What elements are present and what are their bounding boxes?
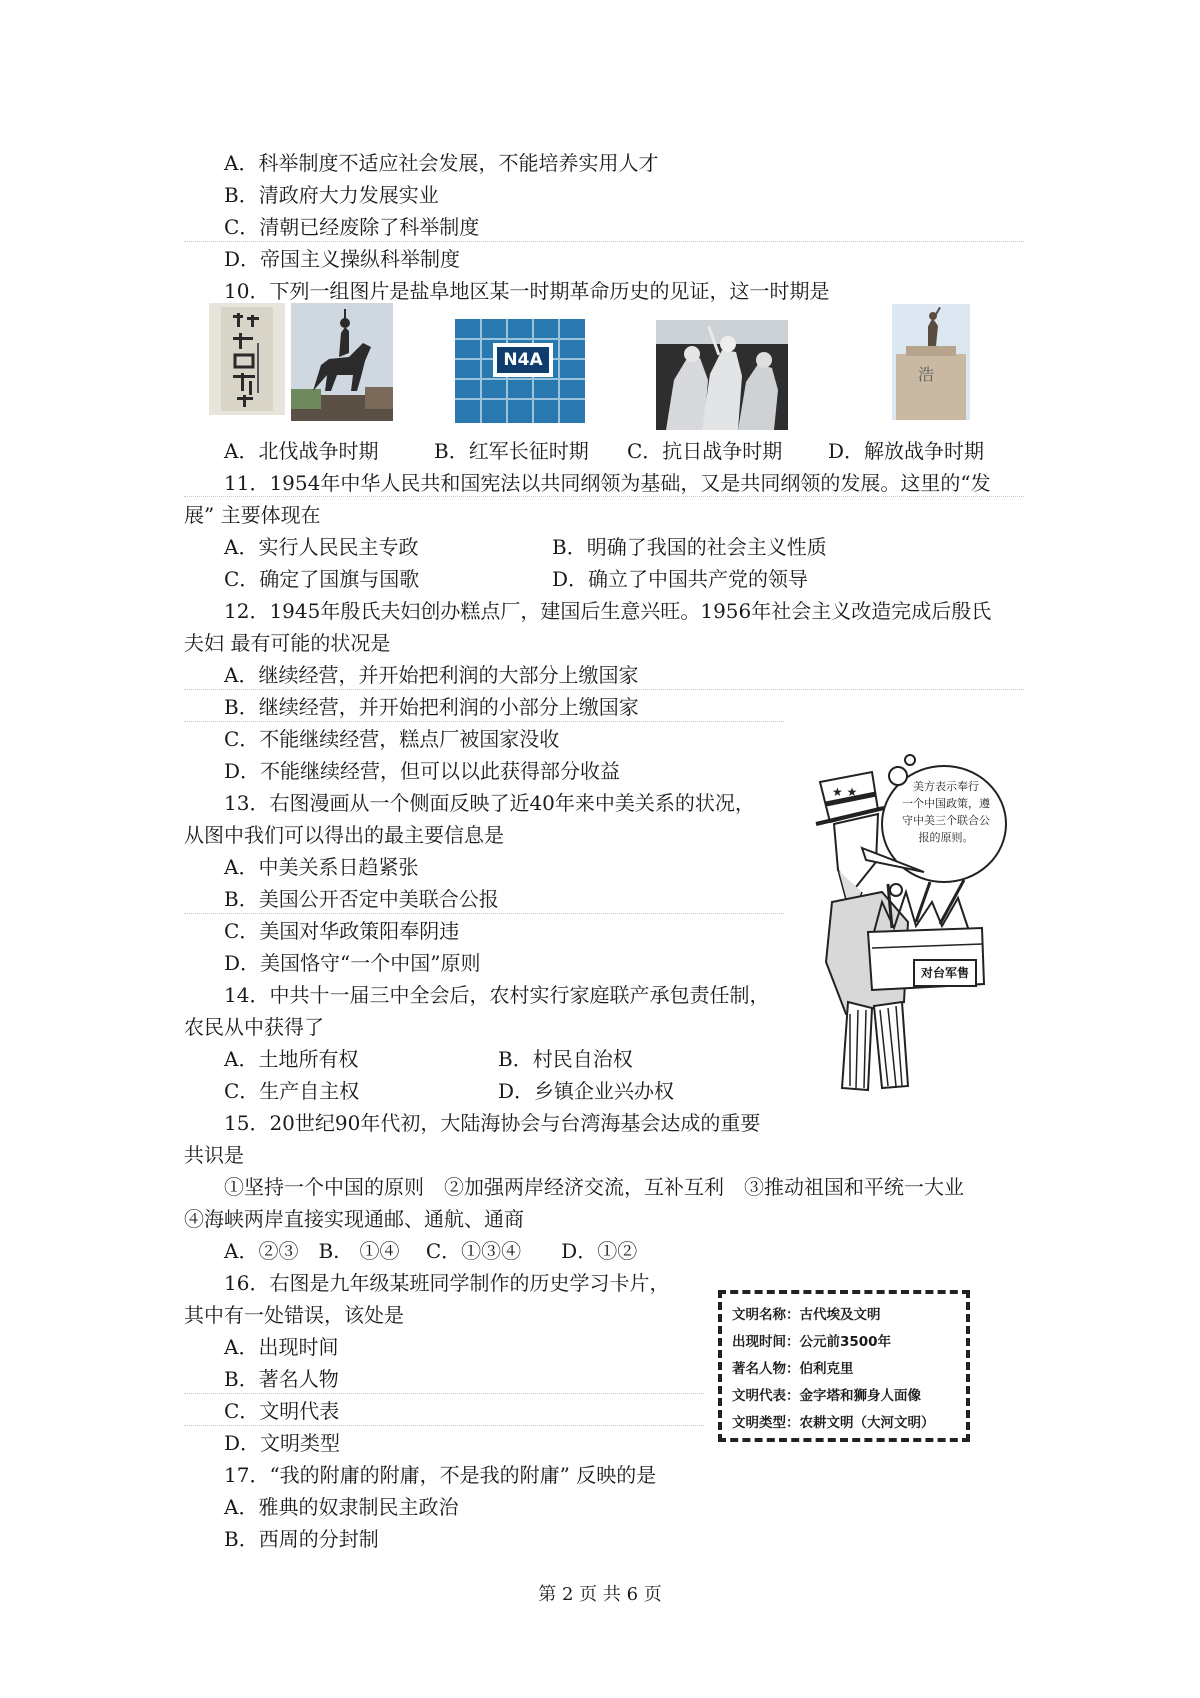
q12-stem-line2: 夫妇 最有可能的状况是 bbox=[184, 631, 391, 655]
q11-option-d: D．确立了中国共产党的领导 bbox=[552, 567, 809, 591]
q10-option-b: B．红军长征时期 bbox=[434, 439, 589, 463]
q14-option-d: D．乡镇企业兴办权 bbox=[498, 1079, 675, 1103]
cartoon-bubble-line1: 美方表示奉行 bbox=[913, 780, 979, 793]
n4a-sign-photo bbox=[455, 319, 585, 423]
q12-option-a: A．继续经营，并开始把利润的大部分上缴国家 bbox=[224, 663, 639, 687]
q9-option-c: C．清朝已经废除了科举制度 bbox=[224, 215, 480, 239]
q11-stem-line2: 展” 主要体现在 bbox=[184, 503, 321, 527]
q15-items-line2: ④海峡两岸直接实现通邮、通航、通商 bbox=[184, 1207, 524, 1231]
q13-option-b: B．美国公开否定中美联合公报 bbox=[224, 887, 499, 911]
q11-option-b: B．明确了我国的社会主义性质 bbox=[552, 535, 827, 559]
q16-option-c: C．文明代表 bbox=[224, 1399, 340, 1423]
q16-option-a: A．出现时间 bbox=[224, 1335, 339, 1359]
q11-option-a: A．实行人民民主专政 bbox=[224, 535, 419, 559]
q16-option-b: B．著名人物 bbox=[224, 1367, 339, 1391]
divider bbox=[184, 721, 784, 722]
cartoon-box-label: 对台军售 bbox=[920, 966, 969, 980]
divider bbox=[184, 689, 1024, 690]
cartoon-bubble-line4: 报的原则。 bbox=[918, 831, 974, 844]
q12-option-b: B．继续经营，并开始把利润的小部分上缴国家 bbox=[224, 695, 639, 719]
q11-stem-line1: 11．1954年中华人民共和国宪法以共同纲领为基础，又是共同纲领的发展。这里的“发 bbox=[224, 471, 991, 495]
q13-option-a: A．中美关系日趋紧张 bbox=[224, 855, 419, 879]
q17-option-b: B．西周的分封制 bbox=[224, 1527, 379, 1551]
q14-option-b: B．村民自治权 bbox=[498, 1047, 633, 1071]
q15-stem-line1: 15．20世纪90年代初，大陆海协会与台湾海基会达成的重要 bbox=[224, 1111, 761, 1135]
monument-photo bbox=[892, 304, 970, 420]
q15-options: A．②③ B. ①④ C．①③④ D．①② bbox=[224, 1239, 638, 1263]
q14-stem-line2: 农民从中获得了 bbox=[184, 1015, 324, 1039]
q10-option-c: C．抗日战争时期 bbox=[627, 439, 783, 463]
page-footer: 第 2 页 共 6 页 bbox=[538, 1584, 662, 1605]
card-line-type: 文明类型：农耕文明（大河文明） bbox=[732, 1415, 935, 1431]
q10-option-d: D．解放战争时期 bbox=[828, 439, 985, 463]
history-study-card bbox=[718, 1290, 970, 1442]
q13-stem-line1: 13．右图漫画从一个侧面反映了近40年来中美关系的状况， bbox=[224, 791, 755, 815]
q17-option-a: A．雅典的奴隶制民主政治 bbox=[224, 1495, 459, 1519]
q16-stem-line2: 其中有一处错误，该处是 bbox=[184, 1303, 404, 1327]
q16-stem-line1: 16．右图是九年级某班同学制作的历史学习卡片， bbox=[224, 1271, 670, 1295]
q10-stem: 10．下列一组图片是盐阜地区某一时期革命历史的见证，这一时期是 bbox=[224, 279, 830, 303]
uncle-sam-cartoon bbox=[812, 752, 1008, 1096]
q9-option-b: B．清政府大力发展实业 bbox=[224, 183, 439, 207]
monument-inscription-char: 浩 bbox=[918, 365, 935, 384]
n4a-label: N4A bbox=[503, 350, 543, 370]
divider bbox=[184, 1425, 704, 1426]
q12-option-d: D．不能继续经营，但可以以此获得部分收益 bbox=[224, 759, 621, 783]
q12-stem-line1: 12．1945年殷氏夫妇创办糕点厂，建国后生意兴旺。1956年社会主义改造完成后殷氏 bbox=[224, 599, 992, 623]
q13-option-d: D．美国恪守“一个中国”原则 bbox=[224, 951, 481, 975]
q15-stem-line2: 共识是 bbox=[184, 1143, 244, 1167]
q12-option-c: C．不能继续经营，糕点厂被国家没收 bbox=[224, 727, 560, 751]
svg-text:★ ★: ★ ★ bbox=[832, 785, 858, 799]
q16-option-d: D．文明类型 bbox=[224, 1431, 341, 1455]
q9-option-d: D．帝国主义操纵科举制度 bbox=[224, 247, 461, 271]
card-line-time: 出现时间：公元前3500年 bbox=[732, 1334, 892, 1350]
q17-stem: 17．“我的附庸的附庸，不是我的附庸” 反映的是 bbox=[224, 1463, 657, 1487]
divider bbox=[184, 241, 1024, 242]
divider bbox=[184, 496, 1024, 497]
q15-items-line1: ①坚持一个中国的原则 ②加强两岸经济交流，互补互利 ③推动祖国和平统一大业 bbox=[224, 1175, 964, 1199]
q14-stem-line1: 14．中共十一届三中全会后，农村实行家庭联产承包责任制， bbox=[224, 983, 770, 1007]
q14-option-c: C．生产自主权 bbox=[224, 1079, 360, 1103]
card-line-name: 文明名称：古代埃及文明 bbox=[732, 1307, 881, 1323]
soldier-sculpture-photo bbox=[656, 320, 788, 430]
q14-option-a: A．土地所有权 bbox=[224, 1047, 359, 1071]
equestrian-statue-photo bbox=[291, 303, 393, 421]
card-line-person: 著名人物：伯利克里 bbox=[732, 1361, 854, 1377]
cartoon-bubble-line2: 一个中国政策，遵 bbox=[902, 797, 990, 810]
inscription-photo bbox=[209, 303, 285, 415]
q13-option-c: C．美国对华政策阳奉阴违 bbox=[224, 919, 460, 943]
divider bbox=[184, 1393, 704, 1394]
divider bbox=[184, 913, 784, 914]
cartoon-bubble-line3: 守中美三个联合公 bbox=[902, 814, 990, 827]
q11-option-c: C．确定了国旗与国歌 bbox=[224, 567, 420, 591]
card-line-representative: 文明代表：金字塔和狮身人面像 bbox=[732, 1388, 921, 1404]
q10-option-a: A．北伐战争时期 bbox=[224, 439, 379, 463]
q9-option-a: A．科举制度不适应社会发展，不能培养实用人才 bbox=[224, 151, 659, 175]
q13-stem-line2: 从图中我们可以得出的最主要信息是 bbox=[184, 823, 504, 847]
